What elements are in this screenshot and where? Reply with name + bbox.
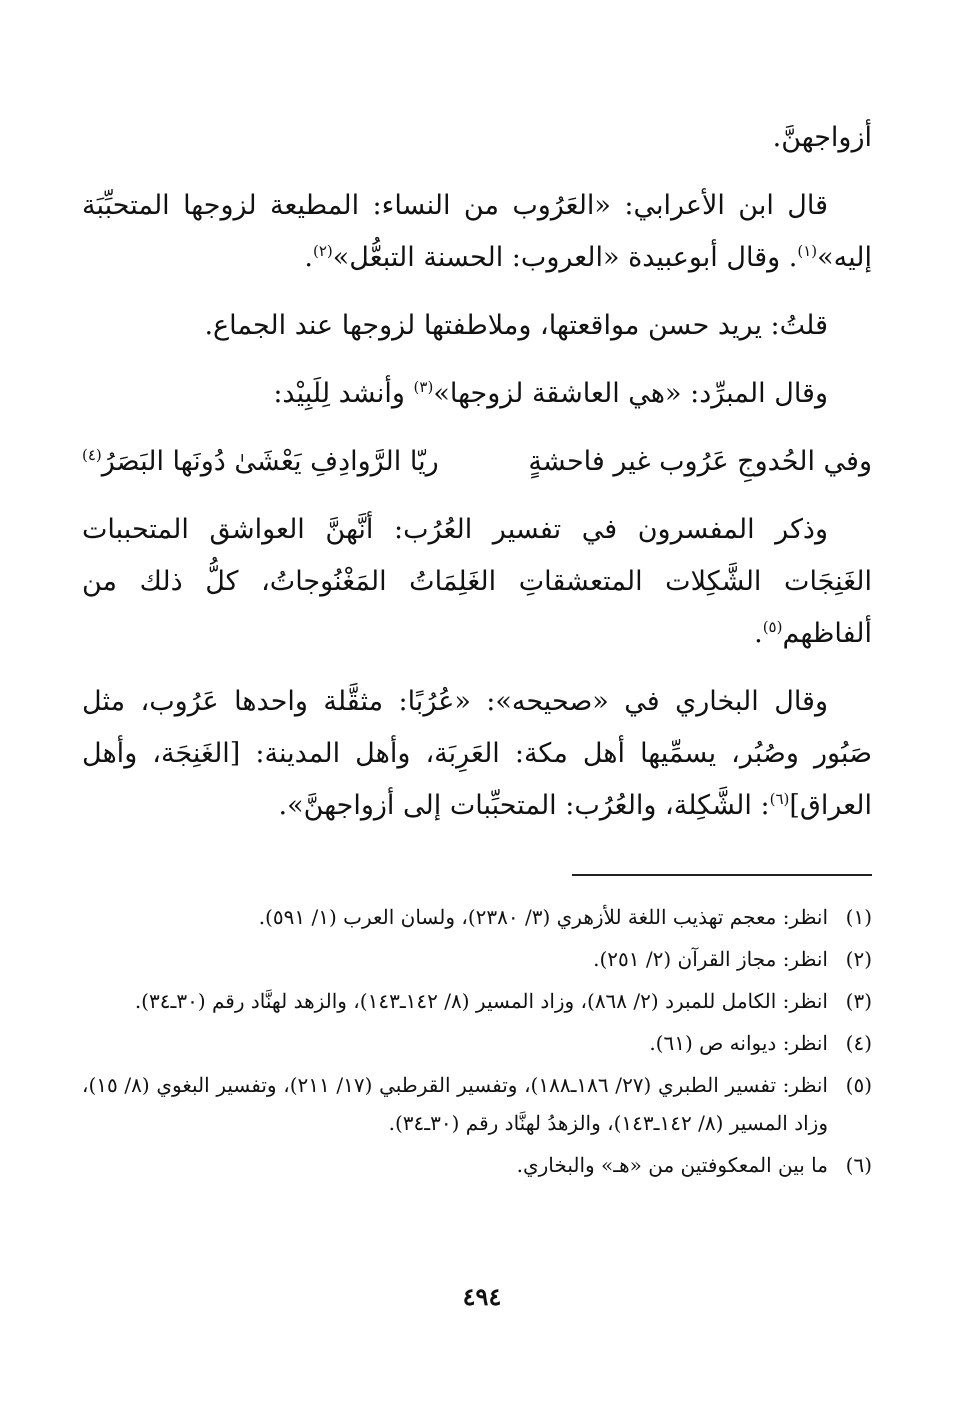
- footnote-text: انظر: معجم تهذيب اللغة للأزهري (٣/ ٢٣٨٠)، ولسان العرب (١/ ٥٩١).: [258, 905, 828, 929]
- footnote-number: (٦): [845, 1153, 872, 1177]
- footnote-number: (١): [845, 905, 872, 929]
- footnote-number: (٥): [845, 1073, 872, 1097]
- paragraph-0: أزواجهنَّ.: [772, 122, 872, 153]
- footnote-item: [82, 898, 872, 936]
- paragraph-ibn-alarabi: قال ابن الأعرابي: «العَرُوب من النساء: المطيعة لزوجها المتحبِّبَة إليه»$^{(١)}$. وقال أبوعبيدة «العروب: الحسنة التبعُّل»$^{(٢)}$.: [82, 190, 872, 273]
- footnote-ref-3[interactable]: (٣): [413, 378, 434, 396]
- footnote-ref-6[interactable]: (٦): [769, 790, 790, 808]
- footnote-ref-4[interactable]: (٤): [82, 446, 102, 464]
- footnote-ref-1[interactable]: (١): [797, 242, 818, 260]
- footnote-item: [82, 1146, 872, 1184]
- paragraph-bukhari: وقال البخاري في «صحيحه»: «عُرُبًا: مثقَّلة واحدها عَرُوب، مثل صَبُور وصُبُر، يسمِّيها أهل مكة: العَرِبَة، وأهل المدينة: [الغَنِجَة، وأهل العراق]$^{(٦)}$: الشَّكِلة، والعُرُب: المتحبِّبات إلى أزواجهنَّ».: [82, 686, 872, 821]
- paragraph-mufassirun: وذكر المفسرون في تفسير العُرُب: أنَّهنَّ العواشق المتحببات الغَنِجَات الشَّكِلات المتعشقاتِ الغَلِمَاتُ المَغْنُوجاتُ، كلُّ ذلك من ألفاظهم$^{(٥)}$.: [82, 514, 872, 649]
- footnote-text: انظر: مجاز القرآن (٢/ ٢٥١).: [593, 947, 828, 971]
- footnote-text: انظر: ديوانه ص (٦١).: [649, 1031, 828, 1055]
- footnote-text: انظر: تفسير الطبري (٢٧/ ١٨٦ـ١٨٨)، وتفسير القرطبي (١٧/ ٢١١)، وتفسير البغوي (٨/ ١٥)، وزاد المسير (٨/ ١٤٢ـ١٤٣)، والزهدُ لهنَّاد رقم (٣٠ـ٣٤).: [82, 1073, 828, 1135]
- footnote-ref-2[interactable]: (٢): [312, 242, 333, 260]
- verse-second-hemistich: ريّا الرَّوادِفِ يَعْشَىٰ دُونَها البَصَرُ$^{(٤)}$: [82, 446, 439, 477]
- footnote-item: [82, 940, 872, 978]
- footnote-item: [82, 1024, 872, 1062]
- footnote-number: (٣): [845, 989, 872, 1013]
- page-number: ٤٩٤: [462, 1282, 502, 1311]
- footnote-text: انظر: الكامل للمبرد (٢/ ٨٦٨)، وزاد المسير (٨/ ١٤٢ـ١٤٣)، والزهد لهنَّاد رقم (٣٠ـ٣٤).: [134, 989, 828, 1013]
- footnote-ref-5[interactable]: (٥): [762, 618, 783, 636]
- footnote-number: (٤): [845, 1031, 872, 1055]
- footnote-divider: [572, 874, 872, 876]
- footnote-text: ما بين المعكوفتين من «هـ» والبخاري.: [516, 1153, 828, 1177]
- main-text: [82, 112, 872, 832]
- paragraph-mubarrad: وقال المبرِّد: «هي العاشقة لزوجها»$^{(٣)}$ وأنشد لِلَبِيْد:: [273, 378, 828, 409]
- footnote-number: (٢): [845, 947, 872, 971]
- footnote-item: [82, 1066, 872, 1142]
- paragraph-qultu: قلتُ: يريد حسن مواقعتها، وملاطفتها لزوجها عند الجماع.: [204, 310, 828, 341]
- footnotes-list: [82, 898, 872, 1184]
- footnote-item: [82, 982, 872, 1020]
- poetry-verse: [82, 436, 872, 488]
- verse-first-hemistich: وفي الحُدوجِ عَرُوب غير فاحشةٍ: [528, 446, 872, 477]
